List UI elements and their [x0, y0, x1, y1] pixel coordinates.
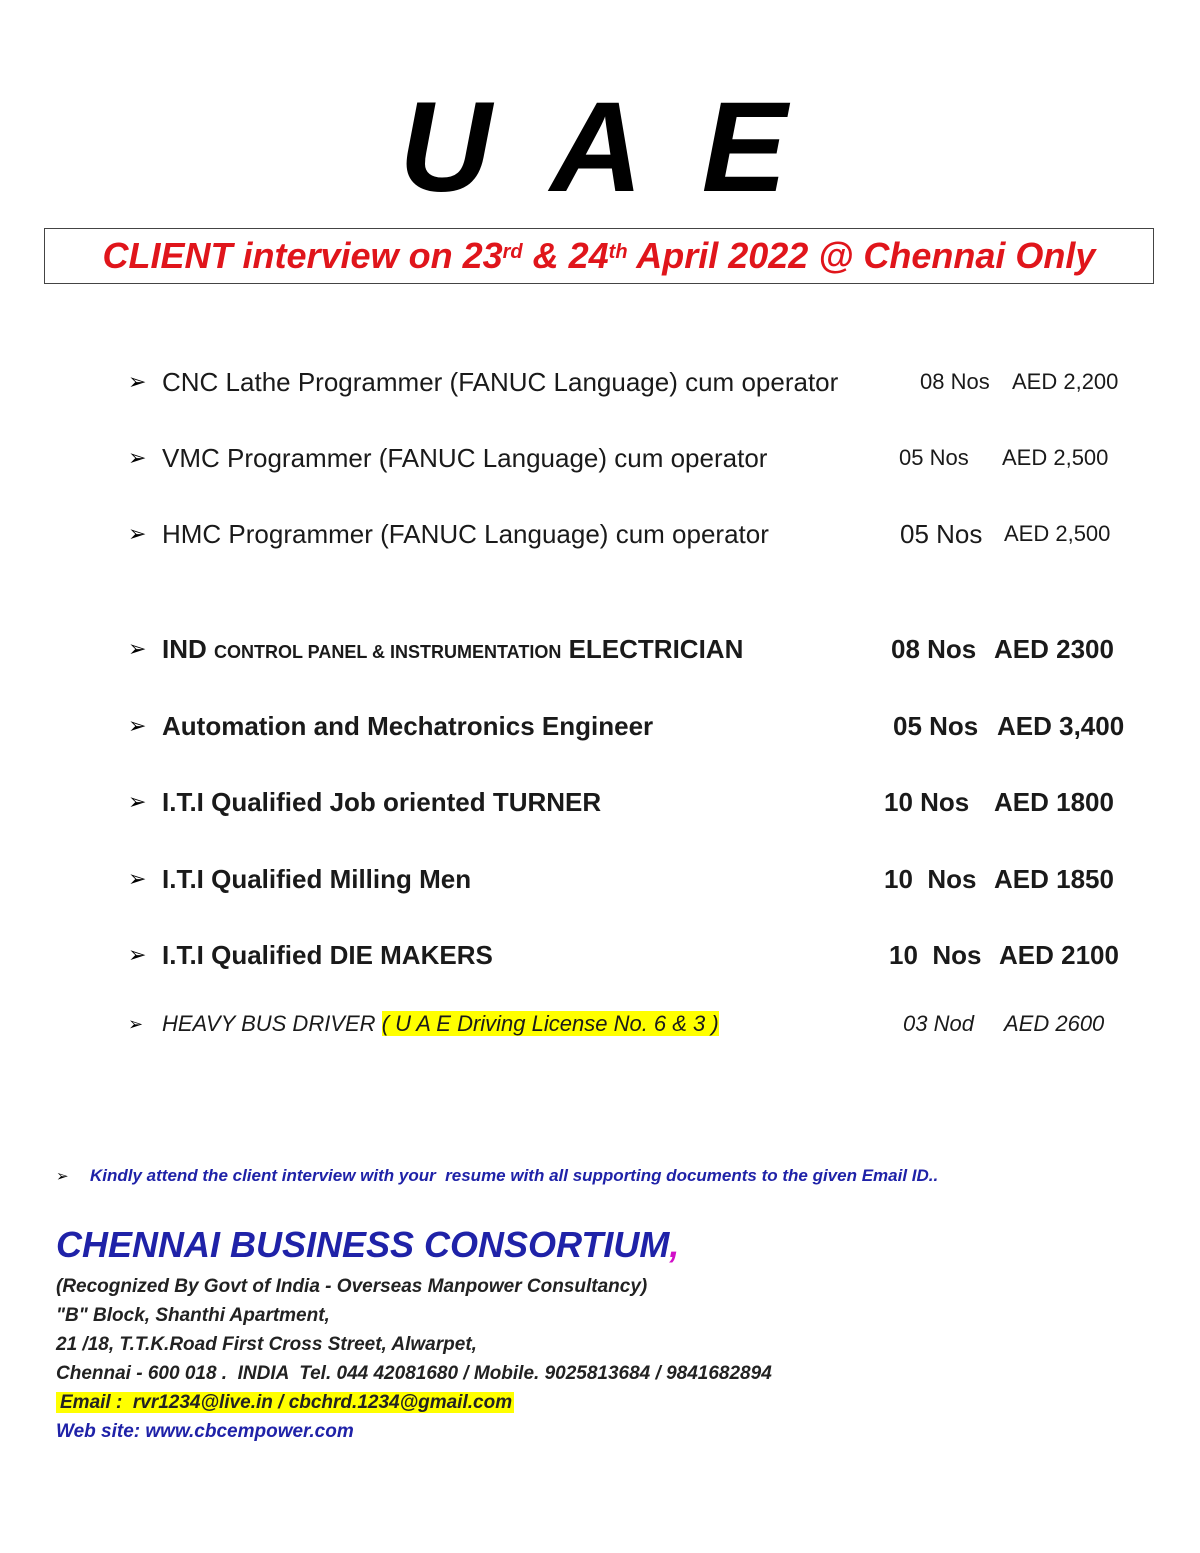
- arrow-bullet-icon: ➢: [128, 369, 147, 394]
- job-salary: AED 2,500: [1004, 521, 1111, 546]
- job-row: [128, 1004, 1148, 1044]
- page-title: U A E: [399, 76, 801, 219]
- job-quantity: 10 Nos: [884, 786, 970, 817]
- job-title-part: IND: [162, 633, 207, 664]
- job-row: [128, 782, 1148, 822]
- job-quantity: 08 Nos: [891, 633, 977, 664]
- job-quantity: 05 Nos: [893, 710, 979, 741]
- address-line-2: 21 /18, T.T.K.Road First Cross Street, Alwarpet,: [56, 1334, 477, 1355]
- job-title: I.T.I Qualified DIE MAKERS: [162, 939, 493, 970]
- arrow-bullet-icon: ➢: [128, 789, 147, 814]
- job-row: [128, 362, 1148, 402]
- job-title-part: ELECTRICIAN: [568, 633, 744, 664]
- arrow-bullet-icon: ➢: [128, 445, 147, 470]
- job-title-text: HEAVY BUS DRIVER: [162, 1011, 376, 1036]
- job-quantity: 10 Nos: [884, 863, 977, 894]
- banner-sup-rd: rd: [502, 240, 523, 263]
- license-highlight: ( U A E Driving License No. 6 & 3 ): [381, 1011, 719, 1036]
- interview-banner: [44, 228, 1154, 284]
- job-title: VMC Programmer (FANUC Language) cum operator: [162, 442, 768, 473]
- job-salary: AED 2,200: [1012, 369, 1119, 394]
- company-name: [56, 1224, 679, 1266]
- job-row: [128, 706, 1148, 746]
- job-row: [128, 438, 1148, 478]
- job-row: [128, 859, 1148, 899]
- banner-mid: & 24: [522, 235, 609, 276]
- company-recognition: (Recognized By Govt of India - Overseas Manpower Consultancy): [56, 1276, 648, 1297]
- instruction-note: [56, 1166, 1156, 1186]
- address-line-1: "B" Block, Shanthi Apartment,: [56, 1305, 330, 1326]
- job-quantity: 03 Nod: [903, 1011, 974, 1036]
- arrow-bullet-icon: ➢: [128, 713, 147, 738]
- arrow-bullet-icon: ➢: [128, 636, 147, 661]
- job-salary: AED 2600: [1004, 1011, 1105, 1036]
- job-salary: AED 1850: [994, 863, 1114, 894]
- job-title: I.T.I Qualified Job oriented TURNER: [162, 786, 602, 817]
- job-title: I.T.I Qualified Milling Men: [162, 863, 472, 894]
- job-title: Automation and Mechatronics Engineer: [162, 710, 654, 741]
- banner-prefix: CLIENT interview on 23: [102, 235, 503, 276]
- company-name-text: CHENNAI BUSINESS CONSORTIUM: [56, 1224, 670, 1265]
- arrow-bullet-icon: ➢: [128, 942, 147, 967]
- job-quantity: 05 Nos: [900, 518, 983, 549]
- job-row: [128, 514, 1148, 554]
- job-salary: AED 1800: [994, 786, 1114, 817]
- arrow-bullet-icon: ➢: [128, 866, 147, 891]
- note-text: Kindly attend the client interview with your resume with all supporting documents to the given Email ID..: [90, 1166, 939, 1185]
- email-line: [56, 1392, 514, 1414]
- job-salary: AED 3,400: [997, 710, 1125, 741]
- job-title: HMC Programmer (FANUC Language) cum operator: [162, 518, 769, 549]
- job-quantity: 10 Nos: [889, 939, 982, 970]
- banner-sup-th: th: [608, 240, 628, 263]
- email-text: Email : rvr1234@live.in / cbchrd.1234@gmail.com: [56, 1392, 514, 1413]
- company-comma: ,: [669, 1224, 680, 1265]
- job-title-part: CONTROL PANEL & INSTRUMENTATION: [214, 641, 562, 662]
- arrow-bullet-icon: ➢: [56, 1168, 69, 1185]
- job-title: [162, 634, 743, 665]
- job-salary: AED 2,500: [1002, 445, 1109, 470]
- banner-suffix: April 2022 @ Chennai Only: [627, 235, 1096, 276]
- job-title: [162, 1011, 719, 1037]
- website-line: Web site: www.cbcempower.com: [56, 1421, 354, 1442]
- job-salary: AED 2300: [994, 633, 1114, 664]
- address-line-3: Chennai - 600 018 . INDIA Tel. 044 42081680 / Mobile. 9025813684 / 9841682894: [56, 1363, 772, 1384]
- job-salary: AED 2100: [999, 939, 1119, 970]
- job-title: CNC Lathe Programmer (FANUC Language) cum operator: [162, 366, 839, 397]
- job-row: [128, 935, 1148, 975]
- job-row: [128, 629, 1148, 669]
- job-quantity: 08 Nos: [920, 369, 990, 394]
- job-quantity: 05 Nos: [899, 445, 969, 470]
- arrow-bullet-icon: ➢: [128, 521, 147, 546]
- arrow-bullet-icon: ➢: [128, 1013, 144, 1034]
